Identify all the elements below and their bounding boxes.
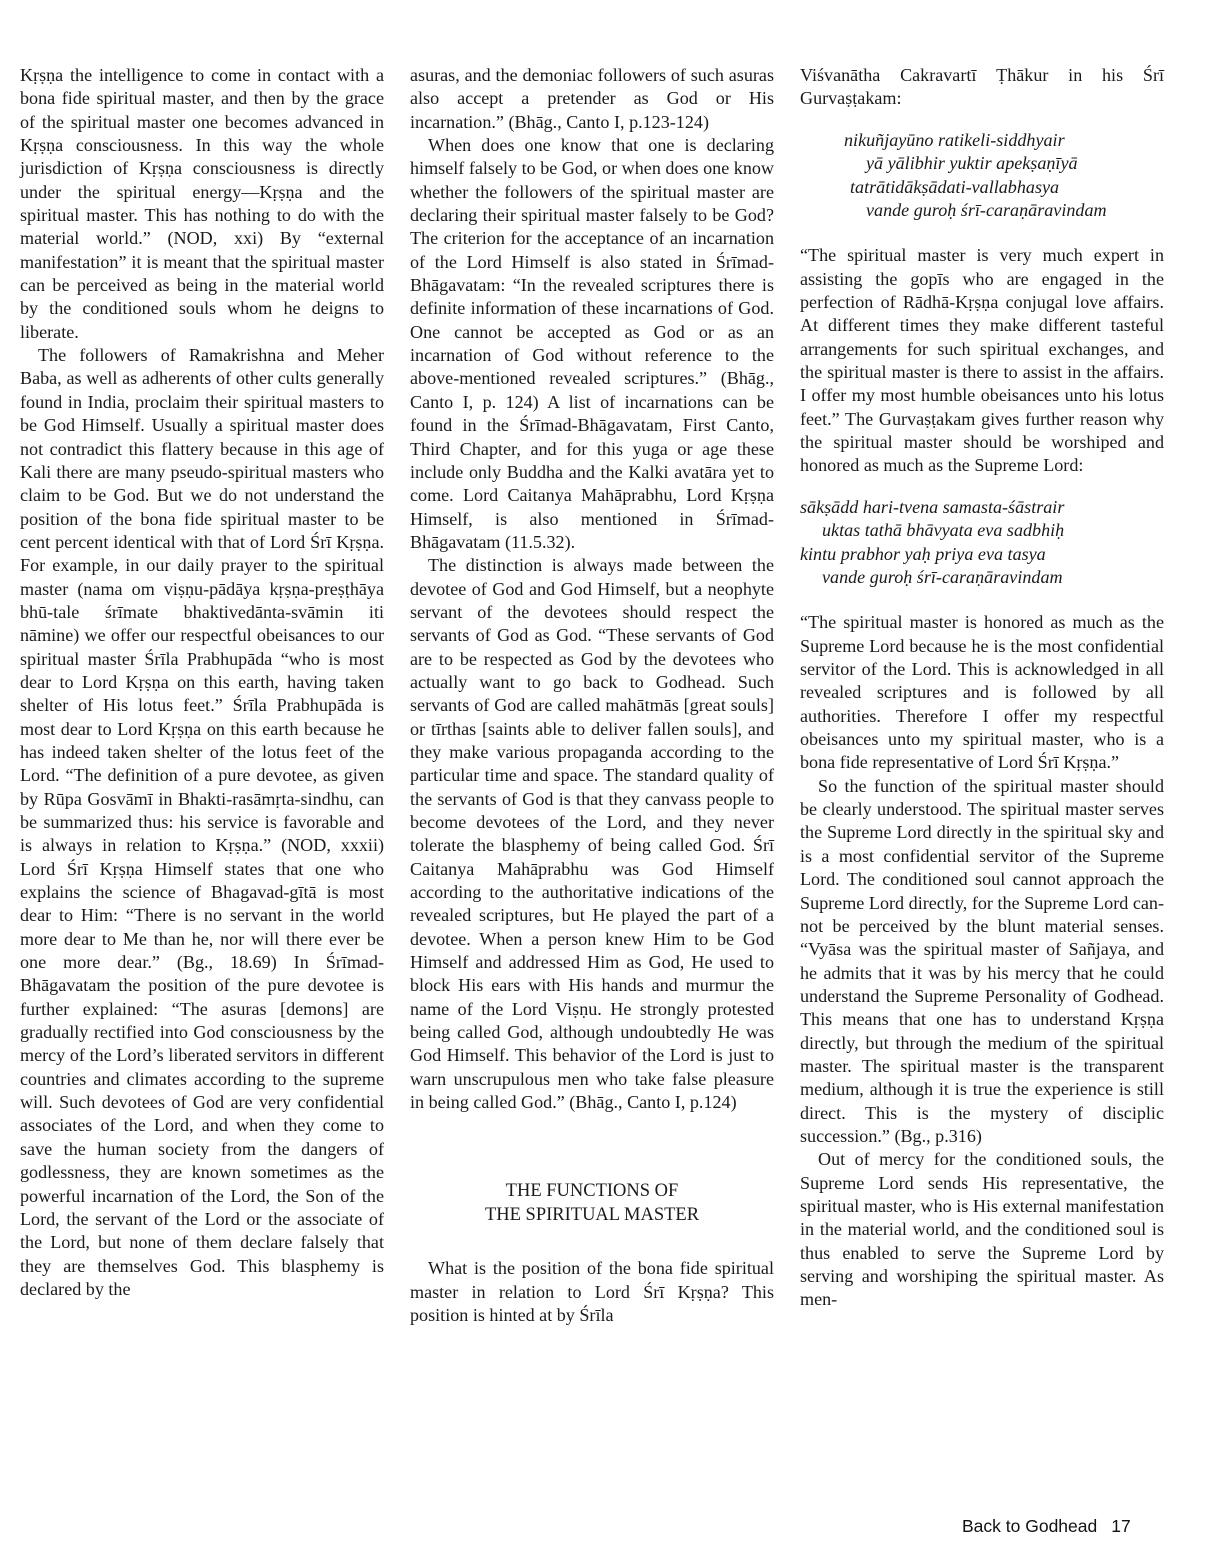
sanskrit-verse	[800, 129, 1164, 223]
publication-title: Back to Godhead	[962, 1516, 1098, 1536]
paragraph: The followers of Ramakrishna and Meher Baba, as well as adherents of other cults generally found in India, proclaim their spiritual masters to be God Himself. Usually a spiritual master does not contradict this flattery because in this age of Kali there are many pseudo-spiritual masters who claim to be God. But we do not understand the position of the bona fide spiritual master to be cent percent identical with that of Lord Śrī Kṛṣṇa. For example, in our daily prayer to the spiritual master (nama om viṣṇu-pādāya kṛṣṇa-preṣṭhāya bhū-tale śrīmate bhaktivedānta-svāmin iti nāmine) we offer our respectful obeisances to our spiritual master Śrīla Prabhupāda “who is most dear to Lord Kṛṣṇa on this earth, having taken shelter of His lotus feet.” Śrīla Prabhupāda is most dear to Lord Kṛṣṇa on this earth because he has indeed taken shelter of the lotus feet of the Lord. “The definition of a pure devotee, as given by Rūpa Gosvāmī in Bhakti-rasāmṛta-sindhu, can be summarized thus: his service is favorable and is always in relation to Kṛṣṇa.” (NOD, xxxii) Lord Śrī Kṛṣṇa Himself states that one who explains the science of Bhagavad-gītā is most dear to Him: “There is no servant in the world more dear to Me than he, nor will there ever be one more dear.” (Bg., 18.69) In Śrīmad-Bhāgavatam the position of the pure devotee is further explained: “The asuras [demons] are gradually rectified into God consciousness by the mercy of the Lord’s liberated servitors in different countries and climates according to the supreme will. Such devotees of God are very confidential associates of the Lord, and when they come to save the human society from the dangers of godlessness, they are known sometimes as the powerful incarnation of the Lord, the Son of the Lord, the servant of the Lord or the associate of the Lord, but none of them declare falsely that they are themselves God. This blasphemy is declared by the	[20, 345, 384, 1299]
paragraph: “The spiritual master is very much expert in assisting the gopīs who are engaged in the perfection of Rādhā-Kṛṣṇa conjugal love affairs. At different times they make different tasteful arrangements for such spiritual exchanges, and the spiritual master is there to assist in the affairs. I offer my most humble obeisances unto his lotus feet.” The Gurvaṣṭakam gives further reason why the spiritual master should be worshiped and honored as much as the Supreme Lord:	[800, 245, 1164, 476]
section-heading-line: THE SPIRITUAL MASTER	[484, 1204, 700, 1225]
verse-line: vande guroḥ śrī-caraṇāravindam	[822, 566, 1063, 587]
verse-line: yā yālibhir yuktir apekṣaṇīyā	[866, 153, 1078, 174]
column-3	[800, 64, 1164, 1312]
verse-line: uktas tathā bhāvyata eva sadbhiḥ	[822, 520, 1065, 541]
paragraph: Out of mercy for the conditioned souls, the Supreme Lord sends His representative, the spiritual master, who is His external manifestation in the material world, and the conditioned soul is thus enabled to serve the Supreme Lord by serving and worshiping the spiritual master. As men-	[800, 1149, 1164, 1310]
paragraph: When does one know that one is declaring himself falsely to be God, or when does one know whether the followers of the spiritual master are declaring their spiritual master falsely to be God? The criterion for the acceptance of an incarnation of the Lord Himself is also stated in Śrīmad-Bhāgavatam: “In the revealed scriptures there is definite information of these incarnations of God. One cannot be accepted as God or as an incarnation of God without reference to the above-mentioned revealed scriptures.” (Bhāg., Canto I, p. 124) A list of incarnations can be found in the Śrīmad-Bhāgavatam, First Canto, Third Chapter, and for this yuga or age these include only Buddha and the Kalki avatāra yet to come. Lord Caitanya Mahāprabhu, Lord Kṛṣṇa Himself, is also mentioned in Śrīmad-Bhāgavatam (11.5.32).	[410, 135, 774, 552]
paragraph: What is the position of the bona fide spiritual master in relation to Lord Śrī Kṛṣṇa? This position is hinted at by Śrīla	[410, 1258, 774, 1326]
verse-line: vande guroḥ śrī-caraṇāravindam	[866, 199, 1107, 220]
paragraph: asuras, and the demoniac followers of such asuras also accept a pretender as God or His incarnation.” (Bhāg., Canto I, p.123-124)	[410, 65, 774, 132]
section-heading	[410, 1180, 774, 1227]
verse-line: tatrātidākṣādati-vallabhasya	[850, 176, 1060, 197]
page-footer	[962, 1516, 1131, 1537]
paragraph: So the function of the spiritual master should be clearly understood. The spiritual master serves the Supreme Lord directly in the spiritual sky and is a most confidential servitor of the Supreme Lord. The conditioned soul cannot approach the Supreme Lord directly, for the Supreme Lord cannot be perceived by the blunt material senses. “Vyāsa was the spiritual master of Sañjaya, and he admits that it was by his mercy that he could understand the Supreme Personality of Godhead. This means that one has to understand Kṛṣṇa directly, but through the medium of the spiritual master. The spiritual master is the transparent medium, although it is true the experience is still direct. This is the mystery of disciplic succession.” (Bg., p.316)	[800, 775, 1164, 1146]
verse-line: nikuñjayūno ratikeli-siddhyair	[844, 129, 1065, 150]
sanskrit-verse	[800, 496, 1164, 590]
column-2	[410, 64, 774, 1328]
page-number: 17	[1111, 1516, 1131, 1536]
section-heading-line: THE FUNCTIONS OF	[505, 1181, 679, 1202]
column-1	[20, 64, 384, 1301]
paragraph: The distinction is always made between the devotee of God and God Himself, but a neophyte servant of the devotees should respect the servants of God as God. “These servants of God are to be respected as God by the devotees who actually want to go back to Godhead. Such servants of God are called mahātmās [great souls] or tīrthas [saints able to deliver fallen souls], and they make various propaganda according to the particular time and space. The standard quality of the servants of God is that they canvass people to become devotees of the Lord, and they never tolerate the blasphemy of being called God. Śrī Caitanya Mahāprabhu was God Himself according to the authoritative indications of the revealed scriptures, but He played the part of a devotee. When a person knew Him to be God Himself and addressed Him as God, He used to block His ears with His hands and murmur the name of the Lord Viṣṇu. He strongly protested being called God, although undoubtedly He was God Himself. This behavior of the Lord is just to warn unscrupulous men who take false pleasure in being called God.” (Bhāg., Canto I, p.124)	[410, 555, 774, 1113]
paragraph: Kṛṣṇa the intelligence to come in contact with a bona fide spiritual master, and then by the grace of the spiritual master one becomes advanced in Kṛṣṇa consciousness. In this way the whole jurisdiction of Kṛṣṇa consciousness is directly under the spiritual energy—Kṛṣṇa and the spiritual master. This has nothing to do with the material world.” (NOD, xxi) By “external manifestation” it is meant that the spiritual master can be perceived as being in the material world by the conditioned souls whom he deigns to liberate.	[20, 65, 384, 342]
paragraph: Viśvanātha Cakravartī Ṭhākur in his Śrī Gurvaṣṭakam:	[800, 65, 1164, 109]
paragraph: “The spiritual master is honored as much as the Supreme Lord because he is the most confidential servitor of the Lord. This is acknowledged in all revealed scriptures and is followed by all authorities. Therefore I offer my respectful obeisances unto my spiritual master, who is a bona fide representative of Lord Śrī Kṛṣṇa.”	[800, 612, 1164, 773]
verse-line: kintu prabhor yaḥ priya eva tasya	[800, 543, 1046, 564]
verse-line: sākṣādd hari-tvena samasta-śāstrair	[800, 496, 1065, 517]
